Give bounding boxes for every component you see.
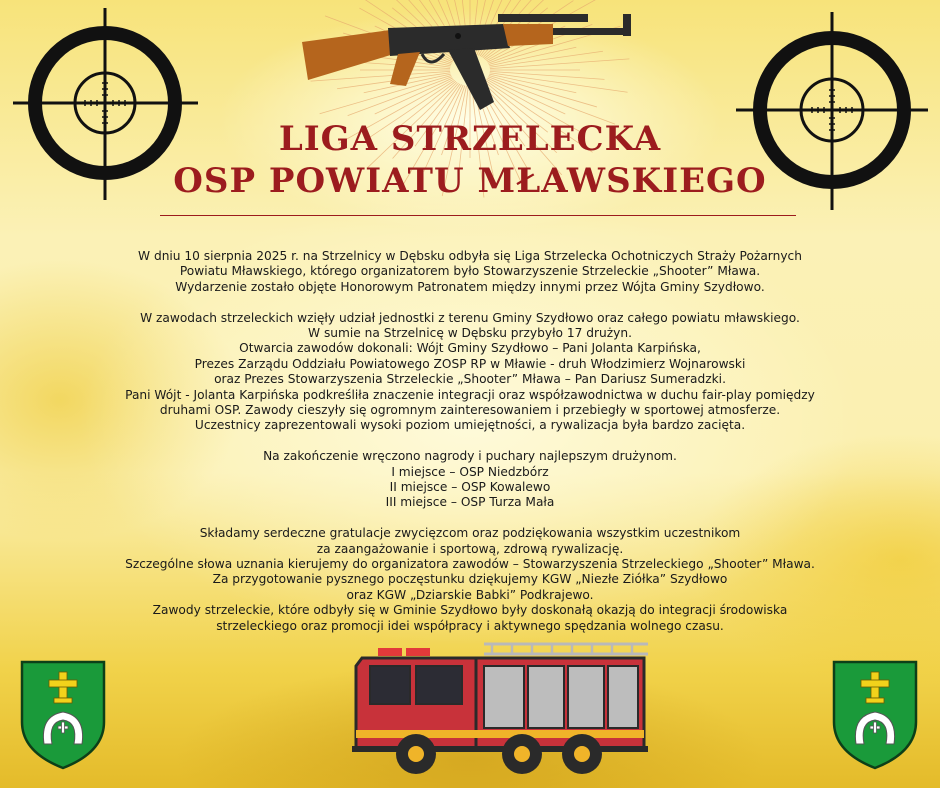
- title-line-2: OSP POWIATU MŁAWSKIEGO: [173, 161, 767, 201]
- text-line: oraz KGW „Dziarskie Babki” Podkrajewo.: [346, 587, 594, 602]
- title-line-1: LIGA STRZELECKA: [278, 119, 662, 159]
- text-line: oraz Prezes Stowarzyszenia Strzeleckie „Shooter” Mława – Pan Dariusz Sumeradzki.: [214, 372, 726, 387]
- text-line: Uczestnicy zaprezentowali wysoki poziom umiejętności, a rywalizacja była bardzo zacięta.: [194, 418, 746, 433]
- fire-truck-icon: [352, 636, 652, 780]
- rifle-icon: [298, 10, 643, 112]
- text-line: Szczególne słowa uznania kierujemy do organizatora zawodów – Stowarzyszenia Strzeleckiego „Shooter” Mława.: [125, 557, 815, 572]
- text-line: za zaangażowanie i sportową, zdrową rywalizację.: [316, 541, 624, 556]
- text-line: Zawody strzeleckie, które odbyły się w Gminie Szydłowo były doskonałą okazją do integracji środowiska: [152, 603, 788, 618]
- text-line: Wydarzenie zostało objęte Honorowym Patronatem między innymi przez Wójta Gminy Szydłowo.: [175, 279, 765, 294]
- coat-of-arms-icon: [832, 660, 918, 770]
- coat-of-arms-icon: [20, 660, 106, 770]
- ranking-second: II miejsce – OSP Kowalewo: [389, 480, 551, 495]
- text-line: W sumie na Strzelnicę w Dębsku przybyło 17 drużyn.: [308, 326, 632, 341]
- ranking-third: III miejsce – OSP Turza Mała: [385, 495, 555, 510]
- text-line: strzeleckiego oraz promocji idei współpracy i aktywnego spędzania wolnego czasu.: [216, 618, 724, 633]
- text-line: Pani Wójt - Jolanta Karpińska podkreśliła znaczenie integracji oraz współzawodnictwa w duchu fair-play pomiędzy: [125, 387, 815, 402]
- text-line: Powiatu Mławskiego, którego organizatorem było Stowarzyszenie Strzeleckie „Shooter” Mława.: [179, 264, 761, 279]
- text-line: Składamy serdeczne gratulacje zwycięzcom oraz podziękowania wszystkim uczestnikom: [199, 526, 741, 541]
- title-divider: [160, 215, 796, 216]
- text-line: W zawodach strzeleckich wzięły udział jednostki z terenu Gminy Szydłowo oraz całego powiatu mławskiego.: [140, 310, 800, 325]
- text-line: W dniu 10 sierpnia 2025 r. na Strzelnicy w Dębsku odbyła się Liga Strzelecka Ochotniczych Straży Pożarnych: [138, 249, 802, 263]
- page-title: [0, 118, 940, 202]
- article-body: [40, 249, 900, 634]
- ranking-first: I miejsce – OSP Niedzbórz: [391, 464, 549, 479]
- text-line: Za przygotowanie pysznego poczęstunku dziękujemy KGW „Niezłe Ziółka” Szydłowo: [212, 572, 728, 587]
- text-line: Otwarcia zawodów dokonali: Wójt Gminy Szydłowo – Pani Jolanta Karpińska,: [239, 341, 701, 356]
- text-line: druhami OSP. Zawody cieszyły się ogromnym zainteresowaniem i przebiegły w sportowej atmosferze.: [159, 403, 781, 418]
- text-line: Prezes Zarządu Oddziału Powiatowego ZOSP RP w Mławie - druh Włodzimierz Wojnarowski: [194, 356, 746, 371]
- text-line: Na zakończenie wręczono nagrody i puchary najlepszym drużynom.: [263, 449, 677, 464]
